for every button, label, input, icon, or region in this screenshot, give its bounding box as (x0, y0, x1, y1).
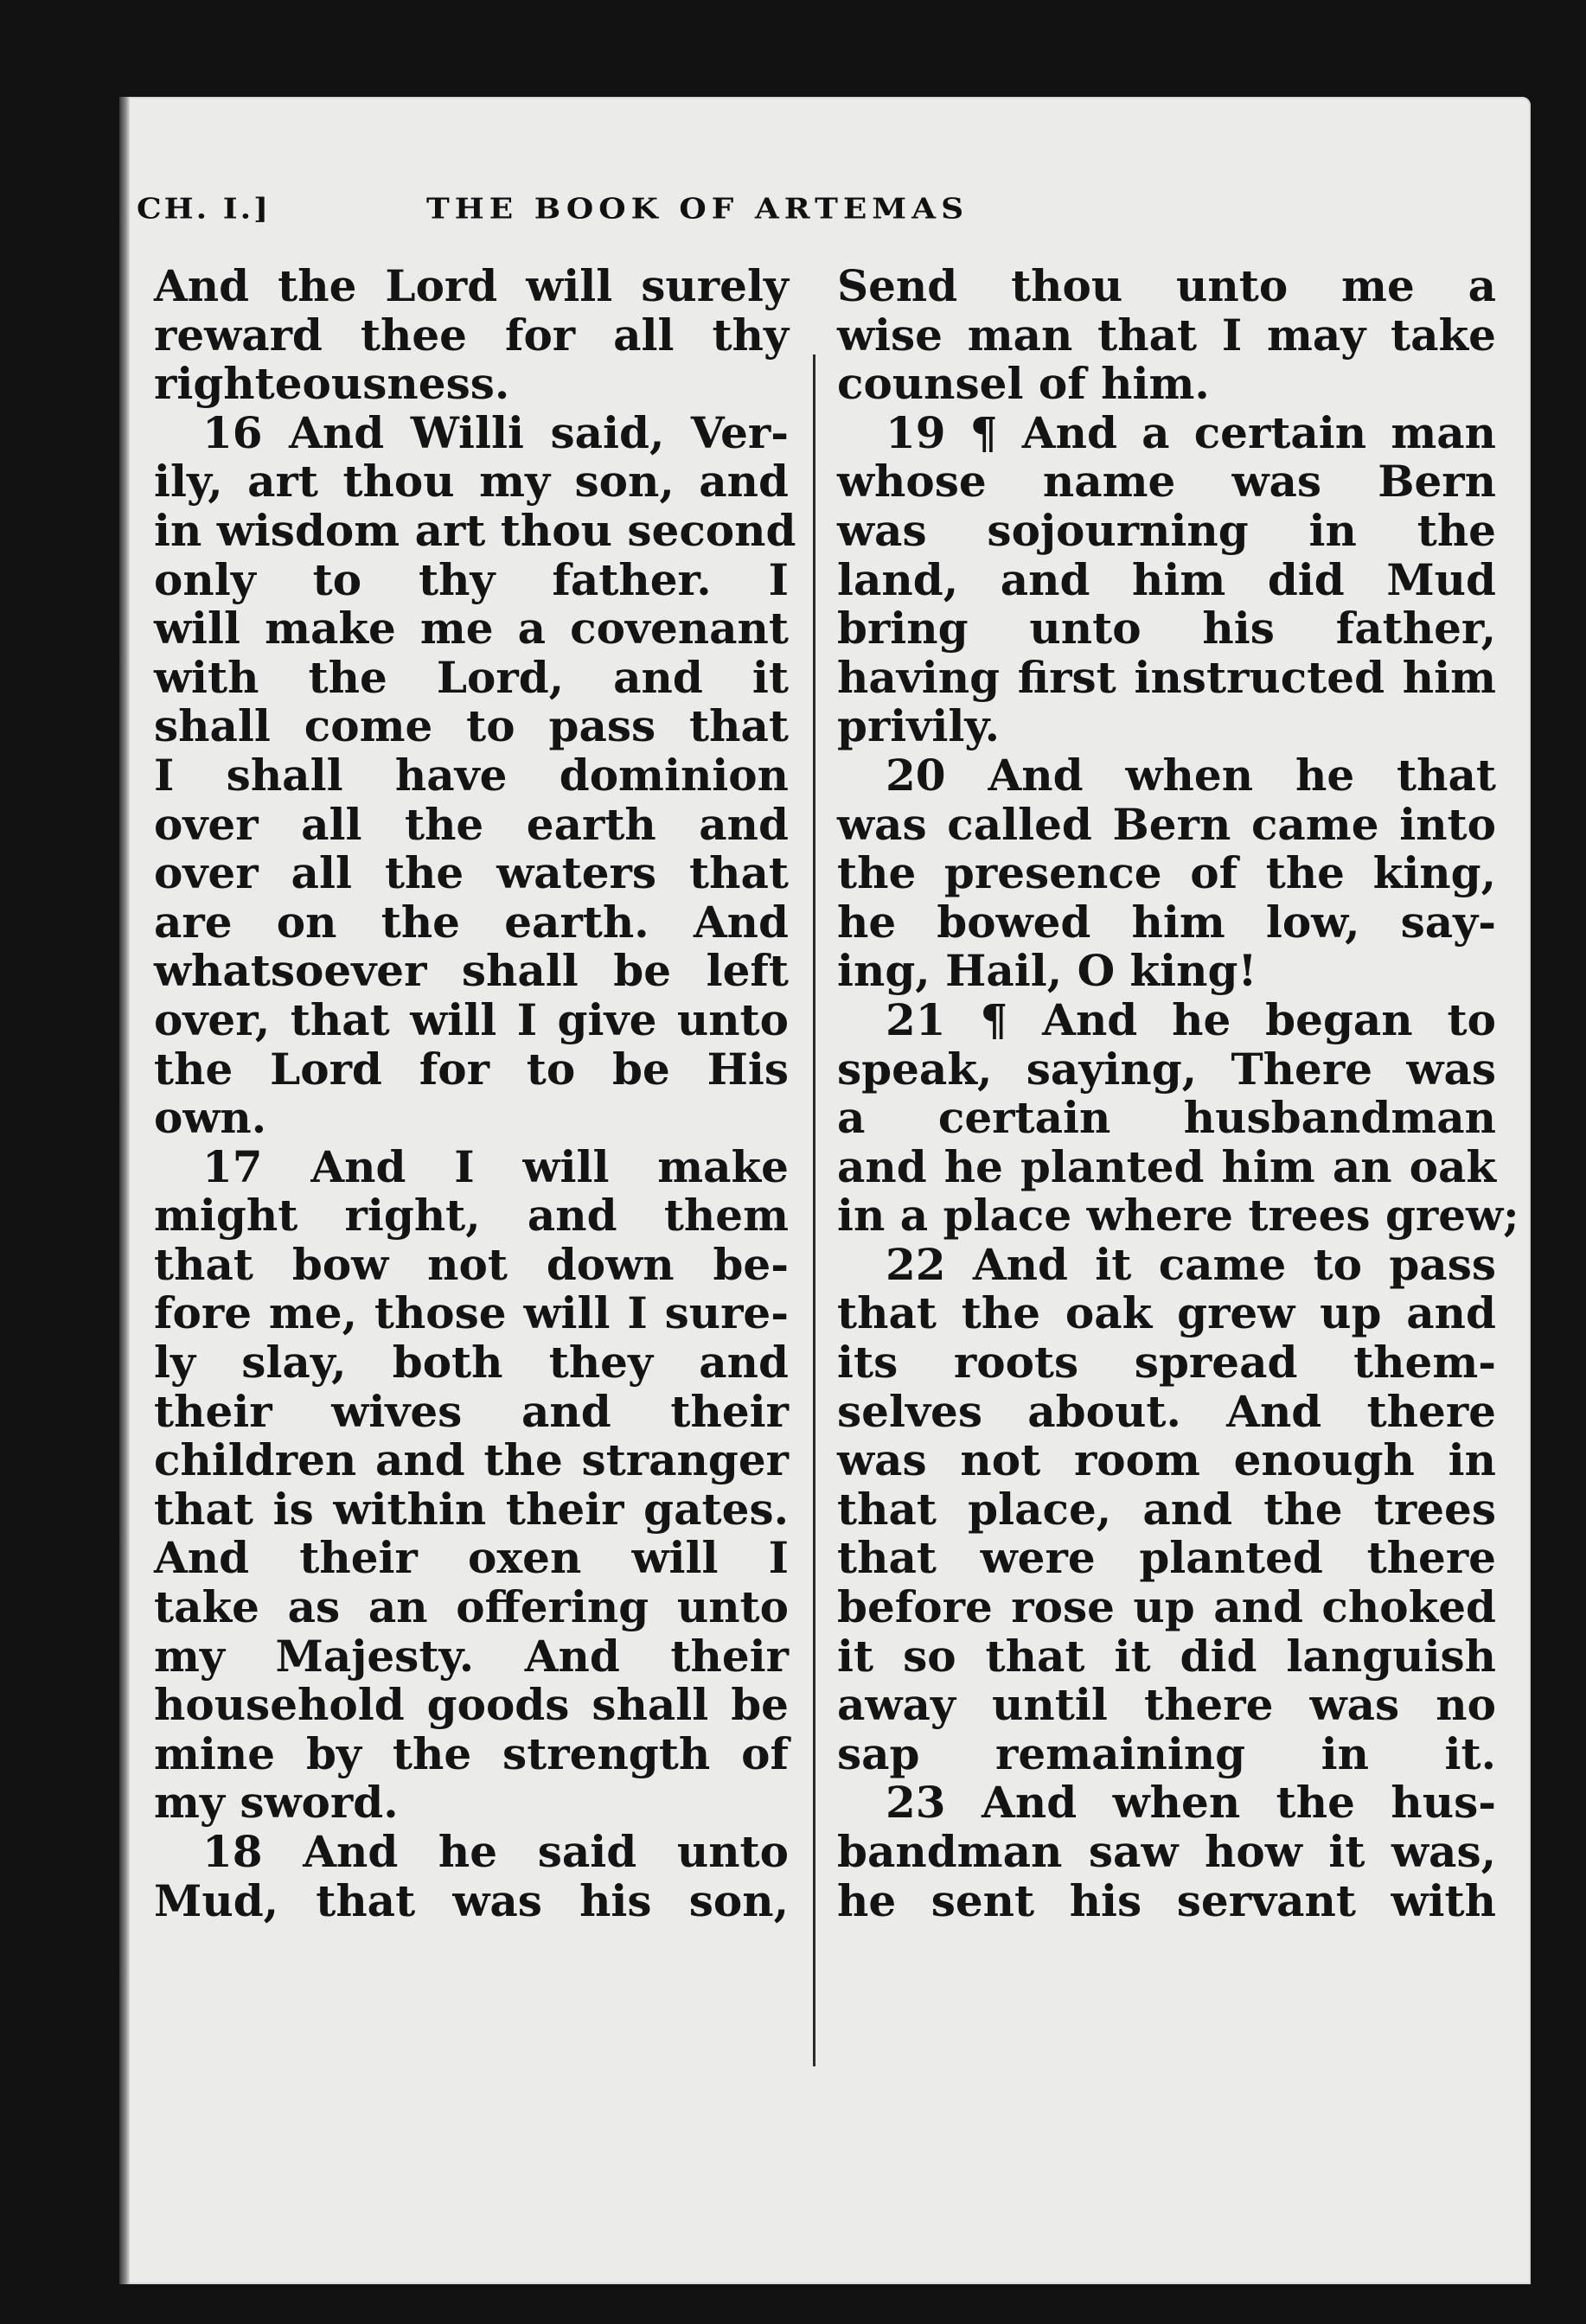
text-line: children and the stranger (154, 1434, 789, 1486)
text-line: that place, and the trees (837, 1483, 1496, 1535)
text-line: its roots spread them- (837, 1337, 1496, 1389)
text-line: my sword. (154, 1777, 399, 1829)
text-line: I shall have dominion (154, 749, 789, 801)
text-line: it so that it did languish (837, 1630, 1496, 1682)
text-line: with the Lord, and it (154, 651, 789, 703)
text-line: might right, and them (154, 1190, 789, 1242)
text-line: he bowed him low, say- (837, 896, 1496, 948)
text-line: in wisdom art thou second (154, 504, 796, 556)
right-text-column (837, 260, 1519, 1926)
text-line: mine by the strength of (154, 1727, 789, 1779)
text-line: sap remaining in it. (837, 1727, 1496, 1779)
text-line: wise man that I may take (837, 309, 1496, 361)
text-line: over all the earth and (154, 798, 789, 850)
text-line: only to thy father. I (154, 553, 789, 605)
text-line: 21 ¶ And he began to (886, 993, 1496, 1045)
text-line: the presence of the king, (837, 847, 1496, 899)
text-line: reward thee for all thy (154, 309, 789, 361)
text-line: he sent his servant with (837, 1874, 1496, 1926)
text-line: their wives and their (154, 1385, 789, 1437)
text-line: in a place where trees grew; (837, 1190, 1519, 1242)
text-line: selves about. And there (837, 1385, 1496, 1437)
text-line: over, that will I give unto (154, 993, 789, 1045)
text-line: Send thou unto me a (837, 260, 1496, 311)
text-line: ing, Hail, O king! (837, 945, 1257, 997)
text-line: will make me a covenant (154, 603, 789, 654)
text-line: over all the waters that (154, 847, 789, 899)
text-line: 16 And Willi said, Ver- (202, 406, 789, 458)
text-line: counsel of him. (837, 358, 1210, 410)
text-line: righteousness. (154, 358, 510, 410)
text-line: Mud, that was his son, (154, 1874, 789, 1926)
text-line: ily, art thou my son, and (154, 456, 789, 508)
text-line: the Lord for to be His (154, 1043, 789, 1095)
text-line: a certain husbandman (837, 1092, 1496, 1144)
text-line: fore me, those will I sure- (154, 1287, 789, 1339)
running-title: THE BOOK OF ARTEMAS (426, 193, 969, 226)
text-line: was not room enough in (837, 1434, 1496, 1486)
text-line: bandman saw how it was, (837, 1826, 1496, 1877)
text-line: away until there was no (837, 1679, 1496, 1731)
text-line: And the Lord will surely (154, 260, 789, 311)
text-line: own. (154, 1092, 267, 1144)
text-line: shall come to pass that (154, 700, 789, 752)
text-line: And their oxen will I (154, 1532, 789, 1584)
text-line: household goods shall be (154, 1679, 789, 1731)
text-line: 18 And he said unto (202, 1826, 789, 1877)
text-line: my Majesty. And their (154, 1630, 789, 1682)
text-line: 20 And when he that (886, 749, 1496, 801)
text-line: having first instructed him (837, 651, 1496, 703)
text-line: whose name was Bern (837, 456, 1496, 508)
text-line: are on the earth. And (154, 896, 789, 948)
text-line: whatsoever shall be left (154, 945, 789, 997)
text-line: privily. (837, 700, 1001, 752)
text-line: ly slay, both they and (154, 1337, 789, 1389)
text-line: speak, saying, There was (837, 1043, 1496, 1095)
text-line: was called Bern came into (837, 798, 1496, 850)
text-line: land, and him did Mud (837, 553, 1496, 605)
text-line: that were planted there (837, 1532, 1496, 1584)
column-divider (813, 354, 815, 2066)
chapter-marker: CH. I.] (137, 193, 272, 226)
text-line: that is within their gates. (154, 1483, 789, 1535)
text-line: take as an offering unto (154, 1581, 789, 1633)
text-line: bring unto his father, (837, 603, 1496, 654)
text-line: 22 And it came to pass (886, 1238, 1496, 1290)
text-line: and he planted him an oak (837, 1140, 1496, 1192)
page-spine-edge (119, 97, 130, 2284)
left-text-column (154, 260, 796, 1926)
text-line: that the oak grew up and (837, 1287, 1496, 1339)
text-line: before rose up and choked (837, 1581, 1496, 1633)
text-line: was sojourning in the (837, 504, 1496, 556)
text-line: that bow not down be- (154, 1238, 789, 1290)
text-line: 17 And I will make (202, 1140, 789, 1192)
text-line: 23 And when the hus- (886, 1777, 1496, 1829)
text-line: 19 ¶ And a certain man (886, 406, 1496, 458)
